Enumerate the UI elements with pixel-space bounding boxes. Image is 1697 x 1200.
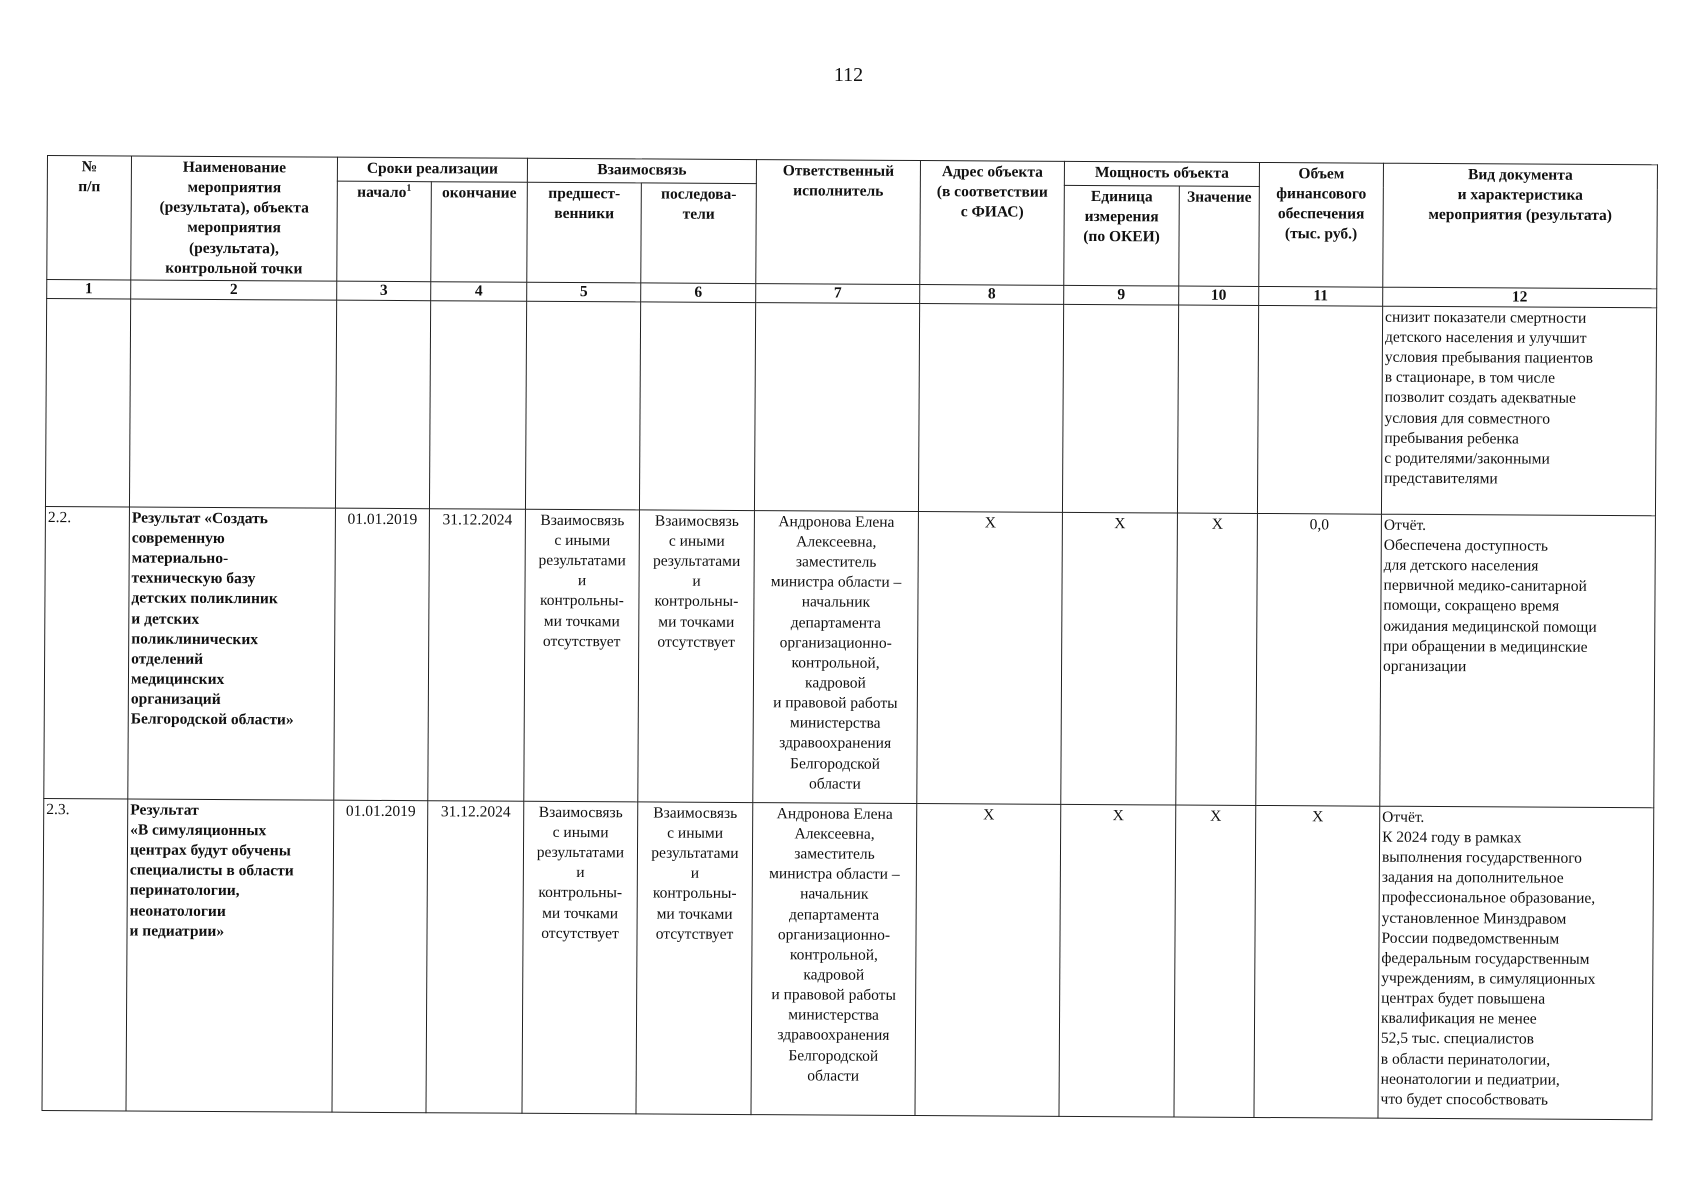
empty-cell xyxy=(429,301,526,510)
column-number: 3 xyxy=(337,281,431,301)
empty-cell xyxy=(45,298,130,506)
empty-cell xyxy=(335,300,430,509)
empty-cell xyxy=(918,303,1063,512)
activities-table xyxy=(41,155,1657,1120)
successors-cell: Взаимосвязь с иными результатами и контрольны- ми точками отсутствует xyxy=(636,802,753,1115)
empty-cell xyxy=(754,302,919,511)
column-number: 4 xyxy=(431,282,527,302)
table-row-continuation xyxy=(45,298,1656,515)
doctype-cell: снизит показатели смертности детского населения и улучшит условия пребывания пациентов в стационаре, в том числе позволит создать адекватные условия для совместного пребывания ребенка с родителями/законными представителями xyxy=(1381,306,1656,516)
table-row xyxy=(42,798,1654,1119)
header-unit: Единица измерения (по ОКЕИ) xyxy=(1064,185,1180,285)
address-cell: Х xyxy=(917,511,1063,804)
doctype-cell: Отчёт. Обеспечена доступность для детского населения первичной медико-санитарной помощи, сокращено время ожидания медицинской помощи при обращении в медицинские организации xyxy=(1380,514,1656,808)
column-number: 10 xyxy=(1179,286,1259,305)
end-date-cell: 31.12.2024 xyxy=(426,801,524,1114)
unit-cell: Х xyxy=(1061,512,1178,805)
header-responsible: Ответственный исполнитель xyxy=(756,160,921,285)
column-number: 9 xyxy=(1064,285,1179,305)
empty-cell xyxy=(1177,305,1258,513)
value-cell: Х xyxy=(1174,805,1256,1117)
empty-cell xyxy=(639,302,755,511)
address-cell: Х xyxy=(915,803,1061,1116)
header-end: окончание xyxy=(431,182,528,282)
predecessors-cell: Взаимосвязь с иными результатами и контрольны- ми точками отсутствует xyxy=(524,509,640,802)
header-address: Адрес объекта (в соответствии с ФИАС) xyxy=(920,161,1065,286)
header-relation: Взаимосвязь xyxy=(527,158,756,183)
table-header xyxy=(47,156,1658,308)
header-pred: предшест- венники xyxy=(527,182,642,282)
predecessors-cell: Взаимосвязь с иными результатами и контрольны- ми точками отсутствует xyxy=(522,801,638,1114)
row-number-cell: 2.3. xyxy=(42,798,128,1110)
header-start: начало$^1$ xyxy=(337,181,432,281)
result-name-cell: Результат «В симуляционных центрах будут обучены специалисты в области перинатологии, неонатологии и педиатрии» xyxy=(126,799,334,1112)
responsible-cell: Андронова Елена Алексеевна, заместитель министра области – начальник департамента организационно- контрольной, кадровой и правовой работы министерства здравоохранения Белгородской области xyxy=(751,802,917,1115)
responsible-cell: Андронова Елена Алексеевна, заместитель министра области – начальник департамента организационно- контрольной, кадровой и правовой работы министерства здравоохранения Белгородской области xyxy=(753,510,919,803)
column-number: 1 xyxy=(47,279,131,298)
row-number-cell: 2.2. xyxy=(44,506,130,798)
column-number: 2 xyxy=(131,280,337,300)
column-number: 7 xyxy=(756,283,920,303)
header-succ: последова- тели xyxy=(641,183,757,283)
start-date-cell: 01.01.2019 xyxy=(332,800,428,1113)
successors-cell: Взаимосвязь с иными результатами и контрольны- ми точками отсутствует xyxy=(638,510,755,803)
funding-cell: Х xyxy=(1254,805,1380,1118)
empty-cell xyxy=(1062,304,1178,513)
column-number: 11 xyxy=(1259,286,1383,306)
column-number: 8 xyxy=(920,284,1064,304)
funding-cell: 0,0 xyxy=(1256,513,1382,806)
empty-cell xyxy=(129,299,336,508)
column-number: 5 xyxy=(527,282,641,302)
column-number: 6 xyxy=(641,283,756,303)
header-funding: Объем финансового обеспечения (тыс. руб.) xyxy=(1259,162,1384,287)
end-date-cell: 31.12.2024 xyxy=(428,509,526,802)
doctype-cell: Отчёт. К 2024 году в рамках выполнения государственного задания на дополнительное профессиональное образование, установленное Минздравом России подведомственным федеральным государственным учреждениям, в симуляционных центрах будет повышена квалификация не менее 52,5 тыс. специалистов в области перинатологии, неонатологии и педиатрии, что будет способствовать xyxy=(1378,806,1654,1120)
header-doctype: Вид документа и характеристика мероприятия (результата) xyxy=(1383,163,1658,288)
unit-cell: Х xyxy=(1059,804,1176,1117)
header-num: № п/п xyxy=(47,156,132,280)
header-capacity: Мощность объекта xyxy=(1064,161,1259,186)
header-value: Значение xyxy=(1179,186,1260,286)
page-number: 112 xyxy=(833,64,864,86)
empty-cell xyxy=(1257,305,1382,514)
empty-cell xyxy=(525,301,640,510)
start-date-cell: 01.01.2019 xyxy=(334,508,430,801)
header-name: Наименование мероприятия (результата), объекта мероприятия (результата), контрольной точки xyxy=(131,156,338,281)
result-name-cell: Результат «Создать современную материально- техническую базу детских поликлиник и детских поликлинических отделений медицинских организаций Белгородской области» xyxy=(128,507,336,800)
column-number: 12 xyxy=(1383,287,1657,308)
value-cell: Х xyxy=(1176,513,1258,805)
table-row xyxy=(44,506,1656,807)
header-terms: Сроки реализации xyxy=(337,157,527,182)
